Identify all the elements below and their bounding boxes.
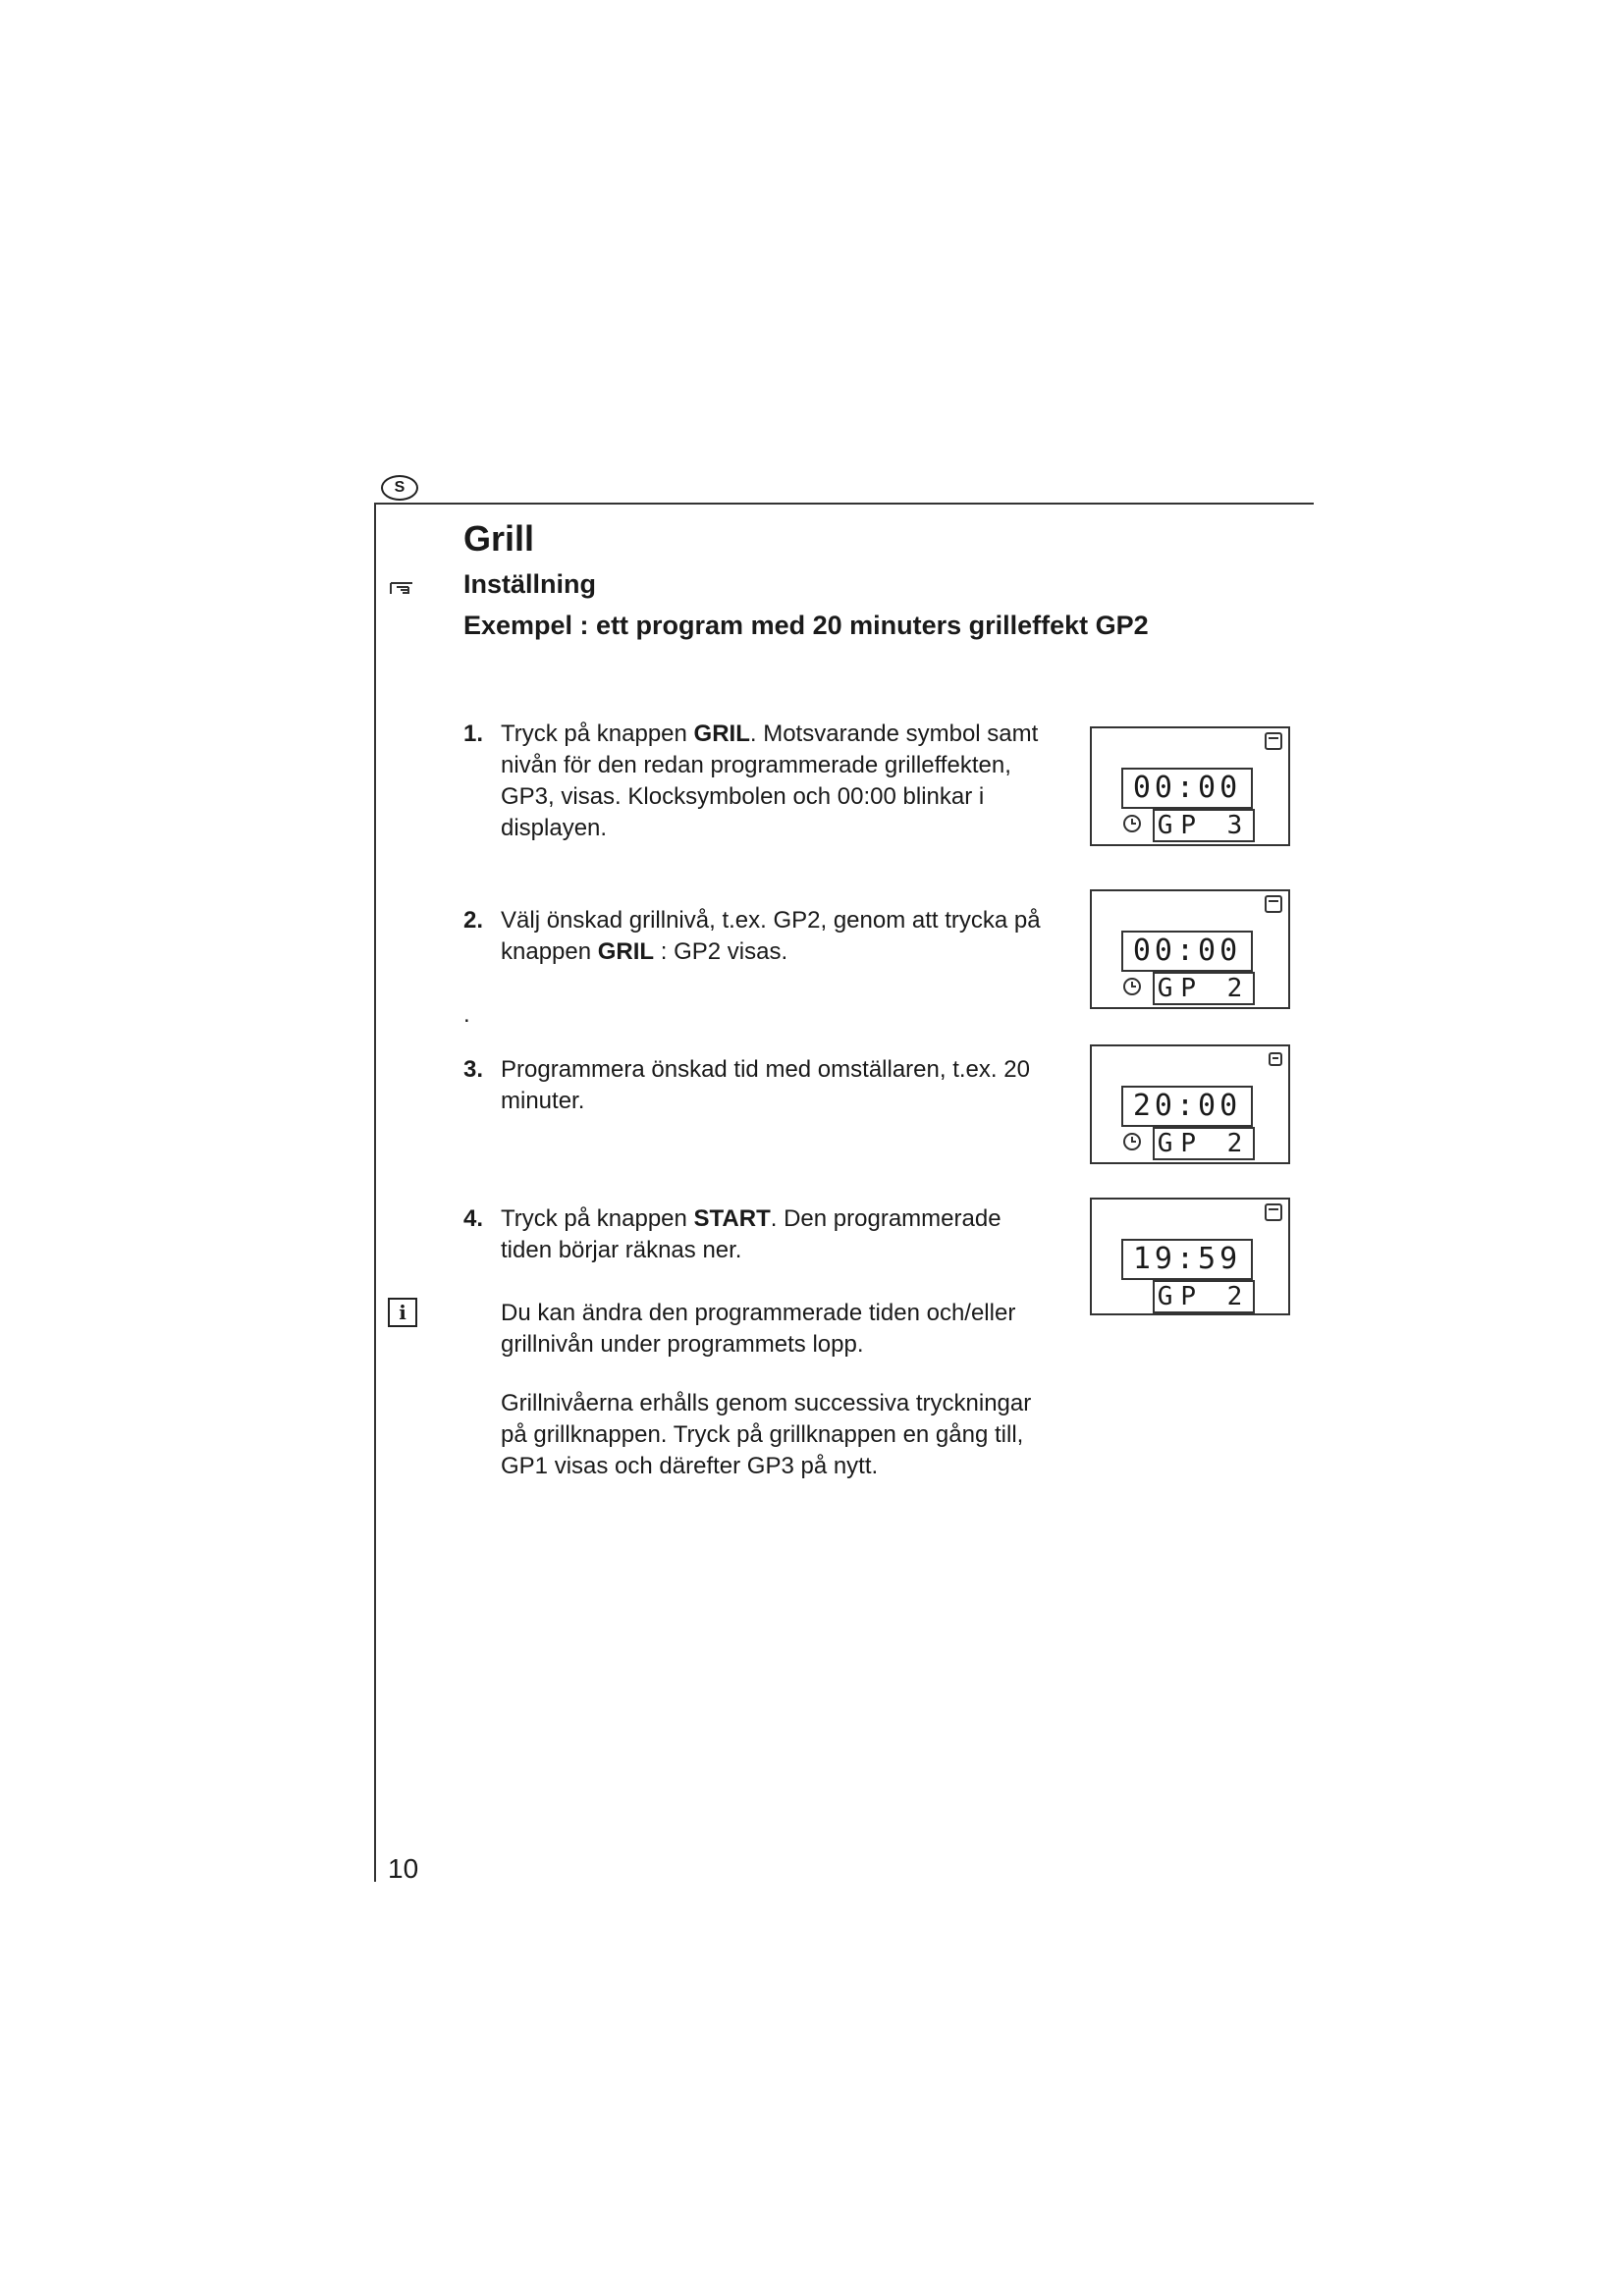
step-number: 2.: [463, 907, 484, 934]
clock-icon: [1123, 815, 1141, 832]
step-text: Programmera önskad tid med omställaren, t.ex. 20 minuter.: [501, 1056, 1030, 1114]
oven-icon: [1265, 1203, 1282, 1221]
info-icon: i: [388, 1298, 417, 1327]
step-1: [463, 719, 1053, 846]
header-rule: [374, 503, 1314, 505]
step-3: [463, 1054, 1053, 1123]
key-label: START: [693, 1205, 771, 1232]
section-heading: Inställning: [463, 569, 596, 599]
display-panel-3: [1090, 1044, 1290, 1164]
display-level: GP 3: [1153, 809, 1255, 842]
hand-pointer-icon: [389, 577, 418, 597]
display-level: GP 2: [1153, 1127, 1255, 1160]
step-2: [463, 905, 1053, 974]
margin-rule: [374, 503, 376, 1882]
step-number: 4.: [463, 1205, 484, 1232]
example-heading: Exempel : ett program med 20 minuters grilleffekt GP2: [463, 611, 1149, 640]
page-number: 10: [388, 1853, 419, 1884]
step-text: Tryck på knappen START. Den programmerade tiden börjar räknas ner.: [501, 1205, 1001, 1263]
display-level: GP 2: [1153, 1280, 1255, 1313]
step-number: 1.: [463, 721, 484, 747]
display-panel-1: [1090, 726, 1290, 846]
display-panel-4: [1090, 1198, 1290, 1315]
info-paragraph-2: Grillnivåerna erhålls genom successiva tryckningar på grillknappen. Tryck på grillknappen en gång till, GP1 visas och därefter GP3 på nytt.: [501, 1390, 1032, 1479]
display-time: 20:00: [1121, 1086, 1253, 1127]
stray-dot: .: [463, 1001, 470, 1028]
step-number: 3.: [463, 1056, 484, 1083]
oven-icon: [1269, 1052, 1282, 1066]
display-time: 00:00: [1121, 931, 1253, 972]
oven-icon: [1265, 732, 1282, 750]
info-paragraph-1: Du kan ändra den programmerade tiden och/eller grillnivån under programmets lopp.: [501, 1300, 1016, 1358]
step-text: Tryck på knappen GRIL. Motsvarande symbol samt nivån för den redan programmerade grilleffekten, GP3, visas. Klocksymbolen och 00:00 blinkar i displayen.: [501, 721, 1039, 841]
display-time: 19:59: [1121, 1239, 1253, 1280]
step-text: Välj önskad grillnivå, t.ex. GP2, genom att trycka på knappen GRIL : GP2 visas.: [501, 907, 1041, 965]
oven-icon: [1265, 895, 1282, 913]
display-level: GP 2: [1153, 972, 1255, 1005]
key-label: GRIL: [693, 721, 750, 747]
display-panel-2: [1090, 889, 1290, 1009]
clock-icon: [1123, 978, 1141, 995]
step-4: [463, 1203, 1053, 1272]
language-badge: S: [381, 475, 418, 501]
display-time: 00:00: [1121, 768, 1253, 809]
page-title: Grill: [463, 518, 535, 559]
clock-icon: [1123, 1133, 1141, 1150]
key-label: GRIL: [597, 938, 655, 965]
